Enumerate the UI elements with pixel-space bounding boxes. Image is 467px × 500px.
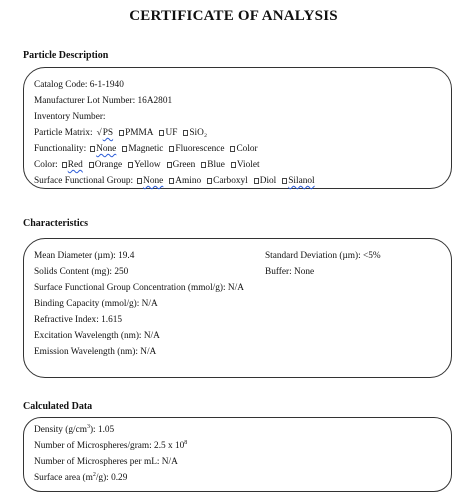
checkbox-option[interactable] xyxy=(201,160,225,170)
checkbox-icon xyxy=(169,178,174,184)
binding-capacity: Binding Capacity (mmol/g): N/A xyxy=(34,299,158,309)
density: Density $(g/cm^3)$: 1.05 xyxy=(34,424,115,435)
checkbox-option[interactable] xyxy=(90,144,116,154)
mean-diameter: Mean Diameter (µm): 19.4 xyxy=(34,251,135,261)
color-options xyxy=(58,157,266,173)
checkbox-option[interactable] xyxy=(89,160,122,170)
checkbox-option[interactable] xyxy=(183,128,207,138)
characteristics-box xyxy=(23,238,452,378)
checkbox-icon xyxy=(183,130,188,136)
inventory-number: Inventory Number: xyxy=(34,112,106,122)
checkbox-icon xyxy=(230,146,235,152)
option-label: Green xyxy=(172,160,196,170)
checkbox-option[interactable] xyxy=(231,160,260,170)
buffer: Buffer: None xyxy=(265,267,315,277)
checkbox-option[interactable] xyxy=(122,144,163,154)
option-label: Carboxyl xyxy=(213,176,248,186)
color-row xyxy=(34,157,266,173)
checkbox-option[interactable] xyxy=(207,176,248,186)
particle-matrix-row xyxy=(34,125,213,141)
checkbox-option[interactable] xyxy=(169,144,224,154)
option-label: Violet xyxy=(236,160,260,170)
refractive-index: Refractive Index: 1.615 xyxy=(34,315,123,325)
option-label: SiO₂ xyxy=(189,128,208,138)
document-title: CERTIFICATE OF ANALYSIS xyxy=(129,8,338,24)
option-label: Orange xyxy=(94,160,123,170)
checkbox-icon xyxy=(62,162,67,168)
option-label: Red xyxy=(67,160,83,170)
color-label: Color: xyxy=(34,160,58,170)
option-label: Silanol xyxy=(288,176,315,186)
characteristics-heading: Characteristics xyxy=(23,218,88,229)
excitation-wavelength: Excitation Wavelength (nm): N/A xyxy=(34,331,160,341)
catalog-code: Catalog Code: 6-1-1940 xyxy=(34,80,124,90)
checkbox-option[interactable] xyxy=(97,128,113,138)
checkbox-option[interactable] xyxy=(62,160,83,170)
option-label: Color xyxy=(236,144,258,154)
solids-content: Solids Content (mg): 250 xyxy=(34,267,129,277)
checkbox-icon xyxy=(201,162,206,168)
checkbox-option[interactable] xyxy=(119,128,153,138)
functionality-options xyxy=(86,141,263,157)
microspheres-per-gram: Number of Microspheres/gram: 2.5 x $10^8$ xyxy=(34,440,188,451)
checkbox-icon xyxy=(231,162,236,168)
checkbox-option[interactable] xyxy=(137,176,163,186)
option-label: None xyxy=(96,144,117,154)
checkbox-icon xyxy=(137,178,142,184)
option-label: Diol xyxy=(259,176,277,186)
microspheres-per-ml: Number of Microspheres per mL: N/A xyxy=(34,457,178,467)
option-label: None xyxy=(143,176,164,186)
checkbox-option[interactable] xyxy=(254,176,277,186)
checkbox-icon xyxy=(207,178,212,184)
checkbox-icon xyxy=(254,178,259,184)
checkbox-icon xyxy=(122,146,127,152)
checkbox-icon xyxy=(167,162,172,168)
checkbox-icon xyxy=(159,130,164,136)
checkbox-icon xyxy=(128,162,133,168)
calculated-data-box xyxy=(23,417,452,492)
checkbox-option[interactable] xyxy=(230,144,257,154)
particle-description-box xyxy=(23,67,452,189)
functionality-label: Functionality: xyxy=(34,144,87,154)
lot-number: Manufacturer Lot Number: 16A2801 xyxy=(34,96,173,106)
surface-area: Surface area $(m^2/g)$: 0.29 xyxy=(34,472,128,483)
option-label: UF xyxy=(165,128,178,138)
option-label: Fluorescence xyxy=(175,144,225,154)
checkbox-icon xyxy=(282,178,287,184)
standard-deviation: Standard Deviation (µm): <5% xyxy=(265,251,381,261)
functionality-row xyxy=(34,141,264,157)
checkbox-icon xyxy=(89,162,94,168)
checkbox-option[interactable] xyxy=(128,160,160,170)
checkbox-option[interactable] xyxy=(169,176,201,186)
surface-group-row xyxy=(34,173,321,189)
checkbox-option[interactable] xyxy=(159,128,177,138)
checkbox-icon xyxy=(169,146,174,152)
checkmark-icon: √ xyxy=(96,128,102,138)
particle-matrix-options xyxy=(93,125,213,141)
particle-matrix-label: Particle Matrix: xyxy=(34,128,93,138)
option-label: Amino xyxy=(175,176,202,186)
checkbox-icon xyxy=(90,146,95,152)
option-label: Blue xyxy=(207,160,225,170)
option-label: Yellow xyxy=(134,160,161,170)
calculated-data-heading: Calculated Data xyxy=(23,401,93,412)
surface-group-label: Surface Functional Group: xyxy=(34,176,134,186)
particle-description-heading: Particle Description xyxy=(23,50,109,61)
option-label: Magnetic xyxy=(128,144,164,154)
surface-group-options xyxy=(133,173,320,189)
surface-group-concentration: Surface Functional Group Concentration (mmol/g): N/A xyxy=(34,283,244,293)
checkbox-option[interactable] xyxy=(282,176,314,186)
emission-wavelength: Emission Wavelength (nm): N/A xyxy=(34,347,157,357)
option-label: PS xyxy=(102,128,114,138)
checkbox-option[interactable] xyxy=(167,160,196,170)
checkbox-icon xyxy=(119,130,124,136)
option-label: PMMA xyxy=(125,128,154,138)
